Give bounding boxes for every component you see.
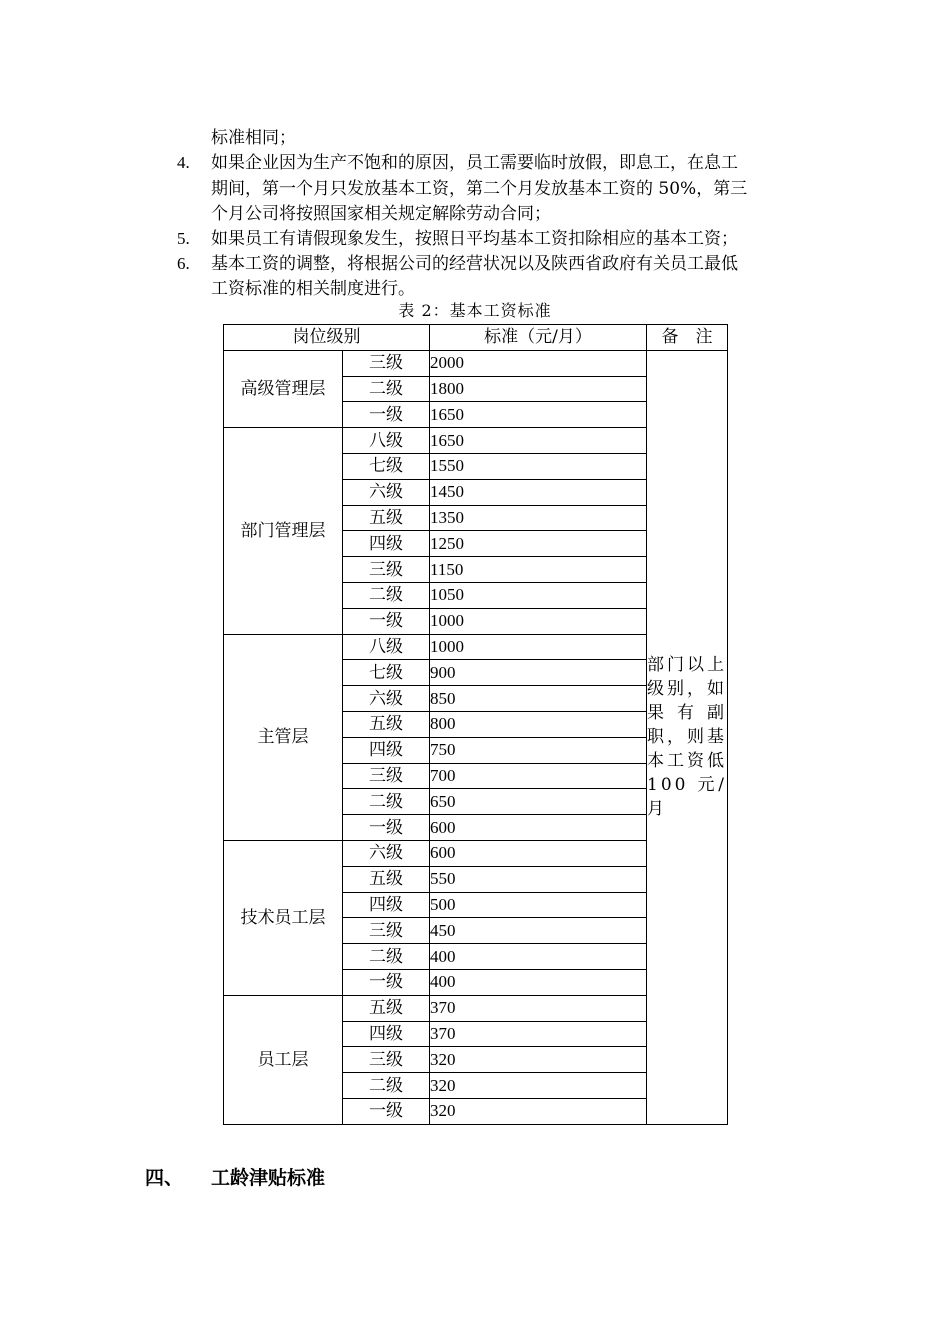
wage-value-cell: 1150 [430, 557, 647, 583]
level-cell: 七级 [343, 453, 430, 479]
wage-value-cell: 370 [430, 1021, 647, 1047]
level-cell: 八级 [343, 428, 430, 454]
level-cell: 二级 [343, 376, 430, 402]
level-cell: 三级 [343, 557, 430, 583]
level-cell: 四级 [343, 531, 430, 557]
level-cell: 四级 [343, 1021, 430, 1047]
group-name-cell: 高级管理层 [224, 350, 343, 427]
wage-value-cell: 1000 [430, 634, 647, 660]
level-cell: 五级 [343, 995, 430, 1021]
wage-value-cell: 650 [430, 789, 647, 815]
level-cell: 五级 [343, 866, 430, 892]
wage-value-cell: 320 [430, 1098, 647, 1124]
level-cell: 四级 [343, 892, 430, 918]
header-position-level: 岗位级别 [224, 325, 430, 351]
list-item-line: 工资标准的相关制度进行。 [211, 279, 415, 299]
table-caption: 表 2：基本工资标准 [398, 301, 552, 320]
level-cell: 八级 [343, 634, 430, 660]
level-cell: 六级 [343, 479, 430, 505]
level-cell: 四级 [343, 737, 430, 763]
wage-value-cell: 1550 [430, 453, 647, 479]
list-item-line: 期间，第一个月只发放基本工资，第二个月发放基本工资的 50%，第三 [211, 179, 748, 199]
level-cell: 三级 [343, 918, 430, 944]
wage-table [223, 324, 728, 1125]
list-item-line: 如果员工有请假现象发生，按照日平均基本工资扣除相应的基本工资； [211, 229, 738, 249]
wage-value-cell: 1450 [430, 479, 647, 505]
wage-value-cell: 1350 [430, 505, 647, 531]
level-cell: 五级 [343, 711, 430, 737]
level-cell: 一级 [343, 608, 430, 634]
level-cell: 六级 [343, 686, 430, 712]
header-standard: 标准（元/月） [430, 325, 647, 351]
section-title: 工龄津贴标准 [211, 1167, 326, 1189]
wage-value-cell: 1650 [430, 402, 647, 428]
wage-value-cell: 320 [430, 1073, 647, 1099]
table-header-row [224, 325, 728, 351]
level-cell: 二级 [343, 582, 430, 608]
level-cell: 二级 [343, 944, 430, 970]
group-name-cell: 主管层 [224, 634, 343, 840]
paragraph-continuation: 标准相同； [211, 128, 296, 148]
level-cell: 三级 [343, 763, 430, 789]
note-cell: 部门以上级别，如果有副职，则基本工资低 100 元/月 [647, 350, 728, 1124]
level-cell: 三级 [343, 1047, 430, 1073]
level-cell: 一级 [343, 1098, 430, 1124]
wage-table-body [224, 325, 728, 1125]
level-cell: 二级 [343, 1073, 430, 1099]
group-name-cell: 员工层 [224, 995, 343, 1124]
wage-value-cell: 500 [430, 892, 647, 918]
list-item-line: 如果企业因为生产不饱和的原因，员工需要临时放假，即息工，在息工 [211, 153, 738, 173]
wage-value-cell: 800 [430, 711, 647, 737]
list-number: 6. [177, 254, 190, 273]
wage-value-cell: 370 [430, 995, 647, 1021]
level-cell: 五级 [343, 505, 430, 531]
group-name-cell: 技术员工层 [224, 840, 343, 995]
list-item-line: 基本工资的调整，将根据公司的经营状况以及陕西省政府有关员工最低 [211, 254, 738, 274]
list-item-line: 个月公司将按照国家相关规定解除劳动合同； [211, 204, 551, 224]
wage-value-cell: 550 [430, 866, 647, 892]
group-name-cell: 部门管理层 [224, 428, 343, 634]
wage-value-cell: 600 [430, 840, 647, 866]
wage-value-cell: 900 [430, 660, 647, 686]
table-row [224, 350, 728, 376]
wage-value-cell: 750 [430, 737, 647, 763]
wage-value-cell: 700 [430, 763, 647, 789]
level-cell: 一级 [343, 815, 430, 841]
level-cell: 六级 [343, 840, 430, 866]
wage-value-cell: 850 [430, 686, 647, 712]
level-cell: 二级 [343, 789, 430, 815]
wage-value-cell: 1650 [430, 428, 647, 454]
wage-value-cell: 1800 [430, 376, 647, 402]
wage-value-cell: 1050 [430, 582, 647, 608]
wage-value-cell: 2000 [430, 350, 647, 376]
level-cell: 七级 [343, 660, 430, 686]
wage-value-cell: 450 [430, 918, 647, 944]
wage-value-cell: 400 [430, 944, 647, 970]
level-cell: 一级 [343, 402, 430, 428]
wage-value-cell: 600 [430, 815, 647, 841]
wage-value-cell: 400 [430, 969, 647, 995]
section-number: 四、 [145, 1167, 184, 1189]
level-cell: 三级 [343, 350, 430, 376]
wage-value-cell: 1000 [430, 608, 647, 634]
header-note: 备 注 [647, 325, 728, 351]
list-number: 5. [177, 229, 190, 248]
list-number: 4. [177, 153, 190, 172]
wage-value-cell: 1250 [430, 531, 647, 557]
wage-value-cell: 320 [430, 1047, 647, 1073]
level-cell: 一级 [343, 969, 430, 995]
